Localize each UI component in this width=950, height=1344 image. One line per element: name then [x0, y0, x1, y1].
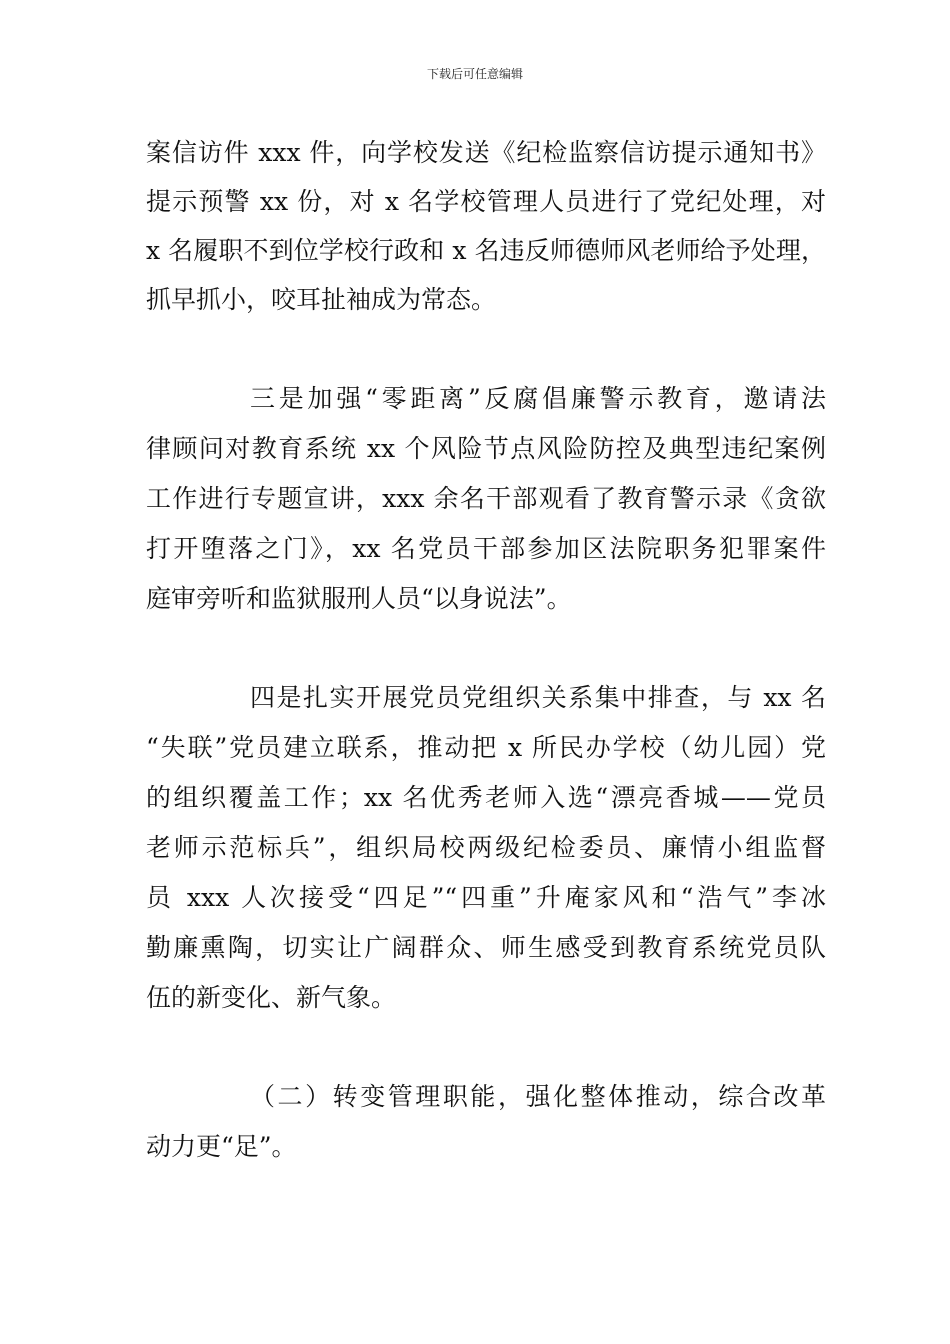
text-line: 勤廉熏陶，切实让广阔群众、师生感受到教育系统党员队	[146, 933, 826, 962]
text-line: x 名履职不到位学校行政和 x 名违反师德师风老师给予处理，	[146, 236, 826, 265]
page-header: 下载后可任意编辑	[426, 67, 523, 81]
text-line: 案信访件 xxx 件，向学校发送《纪检监察信访提示通知书》	[146, 138, 826, 167]
text-line: 庭审旁听和监狱服刑人员“以身说法”。	[146, 584, 572, 613]
text-line: 律顾问对教育系统 xx 个风险节点风险防控及典型违纪案例	[146, 434, 826, 463]
text-line: 的组织覆盖工作；xx 名优秀老师入选“漂亮香城——党员	[146, 783, 826, 812]
text-line: 提示预警 xx 份，对 x 名学校管理人员进行了党纪处理，对	[146, 187, 826, 216]
text-line: 三是加强“零距离”反腐倡廉警示教育，邀请法	[250, 384, 826, 413]
text-line: 员 xxx 人次接受“四足”“四重”升庵家风和“浩气”李冰	[146, 883, 826, 912]
text-line: 打开堕落之门》，xx 名党员干部参加区法院职务犯罪案件	[146, 534, 826, 563]
section-heading-line: （二）转变管理职能，强化整体推动，综合改革	[250, 1082, 826, 1111]
text-line: 工作进行专题宣讲，xxx 余名干部观看了教育警示录《贪欲	[146, 484, 826, 513]
text-line: 四是扎实开展党员党组织关系集中排查，与 xx 名	[250, 683, 826, 712]
text-line: 老师示范标兵”，组织局校两级纪检委员、廉情小组监督	[146, 833, 826, 862]
text-line: “失联”党员建立联系，推动把 x 所民办学校（幼儿园）党	[146, 733, 826, 762]
section-heading-line: 动力更“足”。	[146, 1132, 297, 1161]
text-line: 伍的新变化、新气象。	[146, 983, 397, 1012]
text-line: 抓早抓小，咬耳扯袖成为常态。	[146, 285, 497, 314]
